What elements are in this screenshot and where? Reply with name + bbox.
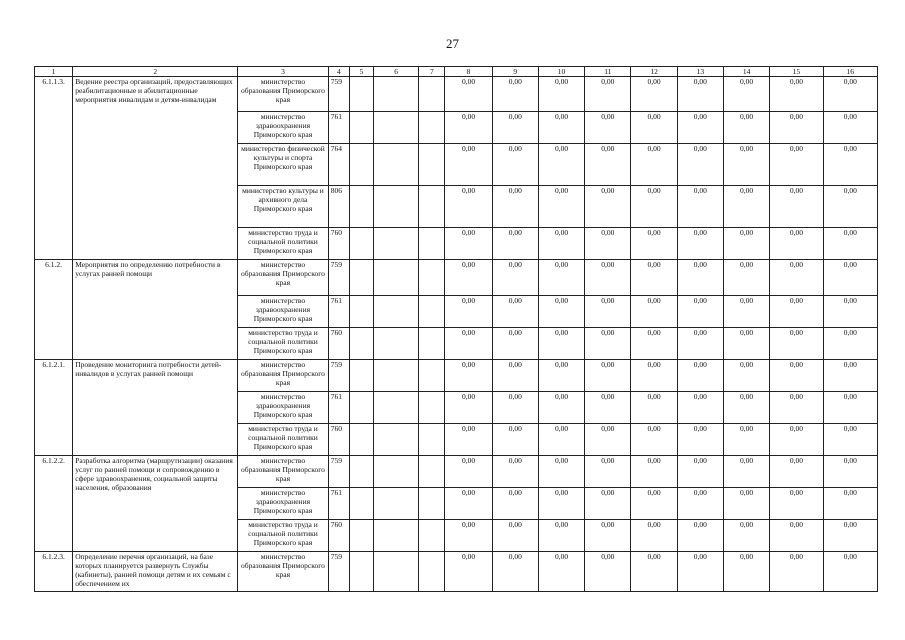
value-cell: 0,00: [723, 520, 769, 552]
column-header: 14: [723, 67, 769, 77]
value-cell: 0,00: [723, 424, 769, 456]
value-cell: 0,00: [585, 552, 631, 592]
value-cell: 0,00: [677, 360, 723, 392]
value-cell: 0,00: [770, 552, 823, 592]
item-name: Разработка алгоритма (маршрутизации) оказания услуг по ранней помощи и сопровождению в сфере здравоохранения, социальной защиты населения, образования: [73, 456, 238, 552]
column-header: 8: [445, 67, 492, 77]
column-header: 9: [492, 67, 538, 77]
grbs-code-cell: 760: [328, 424, 349, 456]
value-cell: 0,00: [585, 77, 631, 112]
empty-cell: [349, 112, 373, 144]
value-cell: 0,00: [492, 112, 538, 144]
value-cell: 0,00: [445, 328, 492, 360]
empty-cell: [373, 488, 418, 520]
value-cell: 0,00: [492, 228, 538, 260]
value-cell: 0,00: [823, 424, 877, 456]
value-cell: 0,00: [823, 77, 877, 112]
item-name: Ведение реестра организаций, предоставляющих реабилитационные и абилитационные мероприятия инвалидам и детям-инвалидам: [73, 77, 238, 260]
value-cell: 0,00: [538, 228, 584, 260]
value-cell: 0,00: [538, 296, 584, 328]
value-cell: 0,00: [677, 112, 723, 144]
grbs-code-cell: 806: [328, 186, 349, 228]
column-header: 7: [419, 67, 445, 77]
item-code: 6.1.2.2.: [35, 456, 73, 552]
value-cell: 0,00: [770, 296, 823, 328]
value-cell: 0,00: [823, 296, 877, 328]
empty-cell: [349, 144, 373, 186]
value-cell: 0,00: [677, 488, 723, 520]
value-cell: 0,00: [538, 456, 584, 488]
empty-cell: [419, 392, 445, 424]
value-cell: 0,00: [723, 144, 769, 186]
value-cell: 0,00: [631, 424, 677, 456]
empty-cell: [419, 77, 445, 112]
value-cell: 0,00: [823, 520, 877, 552]
empty-cell: [419, 186, 445, 228]
value-cell: 0,00: [631, 77, 677, 112]
value-cell: 0,00: [538, 260, 584, 296]
empty-cell: [373, 424, 418, 456]
empty-cell: [373, 456, 418, 488]
executor-cell: министерство культуры и архивного дела Приморского края: [238, 186, 329, 228]
empty-cell: [373, 296, 418, 328]
value-cell: 0,00: [823, 112, 877, 144]
value-cell: 0,00: [585, 112, 631, 144]
budget-table: [34, 66, 878, 592]
empty-cell: [419, 112, 445, 144]
grbs-code-cell: 760: [328, 228, 349, 260]
value-cell: 0,00: [538, 392, 584, 424]
value-cell: 0,00: [538, 360, 584, 392]
grbs-code-cell: 764: [328, 144, 349, 186]
empty-cell: [349, 328, 373, 360]
table-row: [35, 77, 878, 112]
grbs-code-cell: 759: [328, 456, 349, 488]
empty-cell: [349, 488, 373, 520]
value-cell: 0,00: [445, 424, 492, 456]
empty-cell: [349, 77, 373, 112]
grbs-code-cell: 759: [328, 360, 349, 392]
empty-cell: [373, 112, 418, 144]
value-cell: 0,00: [723, 488, 769, 520]
value-cell: 0,00: [538, 552, 584, 592]
empty-cell: [373, 186, 418, 228]
value-cell: 0,00: [631, 520, 677, 552]
value-cell: 0,00: [585, 520, 631, 552]
grbs-code-cell: 759: [328, 552, 349, 592]
value-cell: 0,00: [492, 520, 538, 552]
value-cell: 0,00: [770, 456, 823, 488]
table-row: [35, 360, 878, 392]
value-cell: 0,00: [631, 296, 677, 328]
value-cell: 0,00: [631, 186, 677, 228]
value-cell: 0,00: [770, 144, 823, 186]
empty-cell: [349, 360, 373, 392]
value-cell: 0,00: [723, 260, 769, 296]
value-cell: 0,00: [538, 144, 584, 186]
executor-cell: министерство образования Приморского края: [238, 360, 329, 392]
column-header: 15: [770, 67, 823, 77]
empty-cell: [419, 456, 445, 488]
value-cell: 0,00: [538, 186, 584, 228]
value-cell: 0,00: [723, 456, 769, 488]
value-cell: 0,00: [823, 228, 877, 260]
value-cell: 0,00: [585, 456, 631, 488]
empty-cell: [419, 552, 445, 592]
value-cell: 0,00: [631, 392, 677, 424]
value-cell: 0,00: [770, 186, 823, 228]
executor-cell: министерство здравоохранения Приморского края: [238, 488, 329, 520]
empty-cell: [349, 260, 373, 296]
empty-cell: [349, 228, 373, 260]
value-cell: 0,00: [631, 456, 677, 488]
empty-cell: [373, 328, 418, 360]
value-cell: 0,00: [770, 488, 823, 520]
value-cell: 0,00: [445, 260, 492, 296]
empty-cell: [349, 424, 373, 456]
value-cell: 0,00: [445, 456, 492, 488]
value-cell: 0,00: [445, 392, 492, 424]
value-cell: 0,00: [723, 552, 769, 592]
executor-cell: министерство образования Приморского края: [238, 260, 329, 296]
value-cell: 0,00: [492, 328, 538, 360]
value-cell: 0,00: [492, 424, 538, 456]
executor-cell: министерство труда и социальной политики Приморского края: [238, 328, 329, 360]
value-cell: 0,00: [492, 488, 538, 520]
empty-cell: [349, 392, 373, 424]
value-cell: 0,00: [492, 144, 538, 186]
grbs-code-cell: 761: [328, 296, 349, 328]
item-name: Определение перечня организаций, на базе которых планируется развернуть Службы (кабинеты), ранней помощи детям и их семьям с обеспечением их: [73, 552, 238, 592]
empty-cell: [373, 360, 418, 392]
value-cell: 0,00: [585, 424, 631, 456]
page-number: 27: [446, 36, 459, 51]
value-cell: 0,00: [723, 328, 769, 360]
value-cell: 0,00: [445, 77, 492, 112]
executor-cell: министерство здравоохранения Приморского края: [238, 392, 329, 424]
item-code: 6.1.2.3.: [35, 552, 73, 592]
column-header: 2: [73, 67, 238, 77]
executor-cell: министерство труда и социальной политики Приморского края: [238, 520, 329, 552]
executor-cell: министерство физической культуры и спорта Приморского края: [238, 144, 329, 186]
grbs-code-cell: 761: [328, 488, 349, 520]
value-cell: 0,00: [445, 552, 492, 592]
value-cell: 0,00: [492, 186, 538, 228]
value-cell: 0,00: [723, 228, 769, 260]
value-cell: 0,00: [723, 392, 769, 424]
executor-cell: министерство труда и социальной политики Приморского края: [238, 424, 329, 456]
value-cell: 0,00: [723, 360, 769, 392]
value-cell: 0,00: [770, 260, 823, 296]
empty-cell: [349, 552, 373, 592]
value-cell: 0,00: [538, 424, 584, 456]
executor-cell: министерство здравоохранения Приморского края: [238, 112, 329, 144]
value-cell: 0,00: [723, 77, 769, 112]
executor-cell: министерство образования Приморского края: [238, 456, 329, 488]
value-cell: 0,00: [823, 456, 877, 488]
value-cell: 0,00: [823, 186, 877, 228]
value-cell: 0,00: [585, 186, 631, 228]
value-cell: 0,00: [585, 392, 631, 424]
empty-cell: [373, 392, 418, 424]
empty-cell: [349, 186, 373, 228]
value-cell: 0,00: [631, 228, 677, 260]
empty-cell: [373, 228, 418, 260]
value-cell: 0,00: [770, 392, 823, 424]
value-cell: 0,00: [677, 424, 723, 456]
value-cell: 0,00: [631, 488, 677, 520]
empty-cell: [349, 456, 373, 488]
executor-cell: министерство образования Приморского края: [238, 77, 329, 112]
value-cell: 0,00: [631, 360, 677, 392]
value-cell: 0,00: [445, 360, 492, 392]
empty-cell: [349, 296, 373, 328]
empty-cell: [419, 228, 445, 260]
grbs-code-cell: 761: [328, 112, 349, 144]
value-cell: 0,00: [677, 228, 723, 260]
value-cell: 0,00: [492, 296, 538, 328]
column-header: 4: [328, 67, 349, 77]
value-cell: 0,00: [585, 296, 631, 328]
empty-cell: [419, 488, 445, 520]
value-cell: 0,00: [538, 520, 584, 552]
value-cell: 0,00: [492, 260, 538, 296]
value-cell: 0,00: [823, 360, 877, 392]
item-code: 6.1.2.1.: [35, 360, 73, 456]
value-cell: 0,00: [585, 328, 631, 360]
value-cell: 0,00: [723, 186, 769, 228]
value-cell: 0,00: [492, 552, 538, 592]
value-cell: 0,00: [723, 296, 769, 328]
value-cell: 0,00: [823, 552, 877, 592]
column-header: 13: [677, 67, 723, 77]
value-cell: 0,00: [538, 488, 584, 520]
item-code: 6.1.1.3.: [35, 77, 73, 260]
column-header-row: [35, 67, 878, 77]
value-cell: 0,00: [445, 144, 492, 186]
value-cell: 0,00: [677, 328, 723, 360]
value-cell: 0,00: [770, 112, 823, 144]
value-cell: 0,00: [823, 260, 877, 296]
executor-cell: министерство здравоохранения Приморского края: [238, 296, 329, 328]
value-cell: 0,00: [631, 144, 677, 186]
value-cell: 0,00: [445, 228, 492, 260]
value-cell: 0,00: [538, 77, 584, 112]
value-cell: 0,00: [823, 328, 877, 360]
empty-cell: [373, 260, 418, 296]
value-cell: 0,00: [585, 260, 631, 296]
value-cell: 0,00: [677, 260, 723, 296]
empty-cell: [373, 77, 418, 112]
empty-cell: [373, 144, 418, 186]
item-name: Проведение мониторинга потребности детей-инвалидов в услугах ранней помощи: [73, 360, 238, 456]
value-cell: 0,00: [631, 112, 677, 144]
column-header: 12: [631, 67, 677, 77]
table-row: [35, 260, 878, 296]
value-cell: 0,00: [445, 112, 492, 144]
value-cell: 0,00: [770, 520, 823, 552]
value-cell: 0,00: [677, 456, 723, 488]
value-cell: 0,00: [677, 77, 723, 112]
column-header: 1: [35, 67, 73, 77]
column-header: 5: [349, 67, 373, 77]
value-cell: 0,00: [770, 228, 823, 260]
empty-cell: [419, 328, 445, 360]
empty-cell: [349, 520, 373, 552]
value-cell: 0,00: [538, 328, 584, 360]
value-cell: 0,00: [823, 144, 877, 186]
value-cell: 0,00: [585, 360, 631, 392]
column-header: 11: [585, 67, 631, 77]
column-header: 10: [538, 67, 584, 77]
item-code: 6.1.2.: [35, 260, 73, 360]
value-cell: 0,00: [677, 296, 723, 328]
value-cell: 0,00: [677, 552, 723, 592]
value-cell: 0,00: [770, 424, 823, 456]
empty-cell: [419, 360, 445, 392]
value-cell: 0,00: [445, 488, 492, 520]
value-cell: 0,00: [585, 228, 631, 260]
empty-cell: [419, 424, 445, 456]
table-body: [35, 77, 878, 592]
empty-cell: [419, 296, 445, 328]
value-cell: 0,00: [677, 520, 723, 552]
column-header: 3: [238, 67, 329, 77]
value-cell: 0,00: [823, 392, 877, 424]
empty-cell: [373, 552, 418, 592]
value-cell: 0,00: [631, 260, 677, 296]
empty-cell: [373, 520, 418, 552]
grbs-code-cell: 759: [328, 77, 349, 112]
grbs-code-cell: 760: [328, 328, 349, 360]
empty-cell: [419, 520, 445, 552]
value-cell: 0,00: [585, 144, 631, 186]
value-cell: 0,00: [723, 112, 769, 144]
value-cell: 0,00: [677, 392, 723, 424]
column-header: 6: [373, 67, 418, 77]
table-row: [35, 456, 878, 488]
executor-cell: министерство труда и социальной политики Приморского края: [238, 228, 329, 260]
grbs-code-cell: 759: [328, 260, 349, 296]
value-cell: 0,00: [677, 186, 723, 228]
value-cell: 0,00: [492, 456, 538, 488]
table-row: [35, 552, 878, 592]
value-cell: 0,00: [631, 552, 677, 592]
column-header: 16: [823, 67, 877, 77]
value-cell: 0,00: [823, 488, 877, 520]
value-cell: 0,00: [492, 77, 538, 112]
value-cell: 0,00: [492, 360, 538, 392]
value-cell: 0,00: [770, 328, 823, 360]
executor-cell: министерство образования Приморского края: [238, 552, 329, 592]
grbs-code-cell: 761: [328, 392, 349, 424]
value-cell: 0,00: [677, 144, 723, 186]
empty-cell: [419, 144, 445, 186]
value-cell: 0,00: [445, 186, 492, 228]
value-cell: 0,00: [585, 488, 631, 520]
grbs-code-cell: 760: [328, 520, 349, 552]
value-cell: 0,00: [445, 296, 492, 328]
value-cell: 0,00: [538, 112, 584, 144]
value-cell: 0,00: [445, 520, 492, 552]
value-cell: 0,00: [631, 328, 677, 360]
item-name: Мероприятия по определению потребности в услугах ранней помощи: [73, 260, 238, 360]
value-cell: 0,00: [770, 77, 823, 112]
empty-cell: [419, 260, 445, 296]
value-cell: 0,00: [492, 392, 538, 424]
value-cell: 0,00: [770, 360, 823, 392]
